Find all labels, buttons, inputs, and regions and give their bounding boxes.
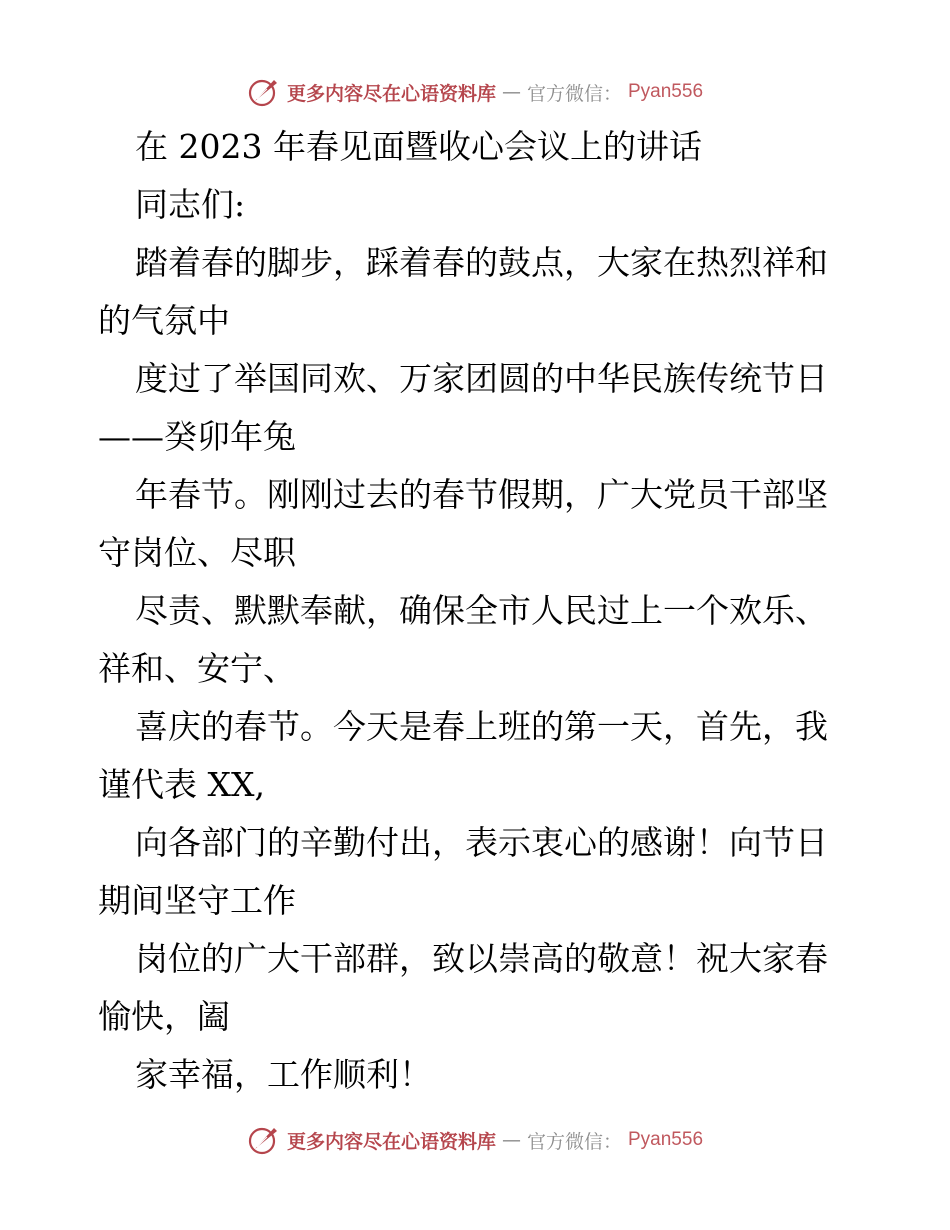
- watermark-site-text: 更多内容尽在心语资料库: [286, 82, 496, 105]
- paragraph-line: 期间坚守工作: [98, 881, 296, 920]
- paragraph-line: 喜庆的春节。今天是春上班的第一天，首先，我: [135, 707, 828, 746]
- paragraph-line: ——癸卯年兔: [98, 417, 296, 456]
- paragraph-line: 岗位的广大干部群，致以崇高的敬意！祝大家春: [135, 939, 828, 978]
- paragraph-line: 踏着春的脚步，踩着春的鼓点，大家在热烈祥和: [135, 243, 828, 282]
- watermark-wechat-id: Pyan556: [628, 1129, 704, 1150]
- paragraph-line: 愉快，阖: [98, 997, 230, 1036]
- footer-watermark: [0, 1120, 950, 1160]
- watermark-dash: —: [501, 81, 521, 103]
- watermark-wechat-id: Pyan556: [628, 81, 704, 102]
- paragraph-line: 向各部门的辛勤付出，表示衷心的感谢！向节日: [135, 823, 828, 862]
- watermark-wechat-label: 官方微信：: [526, 82, 622, 105]
- watermark-site-text: 更多内容尽在心语资料库: [286, 1130, 496, 1153]
- paragraph-line: 年春节。刚刚过去的春节假期，广大党员干部坚: [135, 475, 828, 514]
- salutation: 同志们:: [135, 185, 246, 224]
- paragraph-line: 的气氛中: [98, 301, 230, 340]
- paragraph-line: 祥和、安宁、: [98, 649, 296, 688]
- paragraph-line: 家幸福，工作顺利！: [135, 1055, 432, 1094]
- watermark-dash: —: [501, 1129, 521, 1151]
- quill-feather-circle-icon: [247, 1123, 281, 1157]
- document-body: [98, 118, 858, 1104]
- paragraph-line: 守岗位、尽职: [98, 533, 296, 572]
- quill-feather-circle-icon: [247, 75, 281, 109]
- watermark-wechat-label: 官方微信：: [526, 1130, 622, 1153]
- paragraph-line: 谨代表 XX,: [98, 765, 265, 804]
- paragraph-line: 度过了举国同欢、万家团圆的中华民族传统节日: [135, 359, 828, 398]
- header-watermark: [0, 72, 950, 112]
- document-title: 在 2023 年春见面暨收心会议上的讲话: [135, 127, 702, 166]
- paragraph-line: 尽责、默默奉献，确保全市人民过上一个欢乐、: [135, 591, 828, 630]
